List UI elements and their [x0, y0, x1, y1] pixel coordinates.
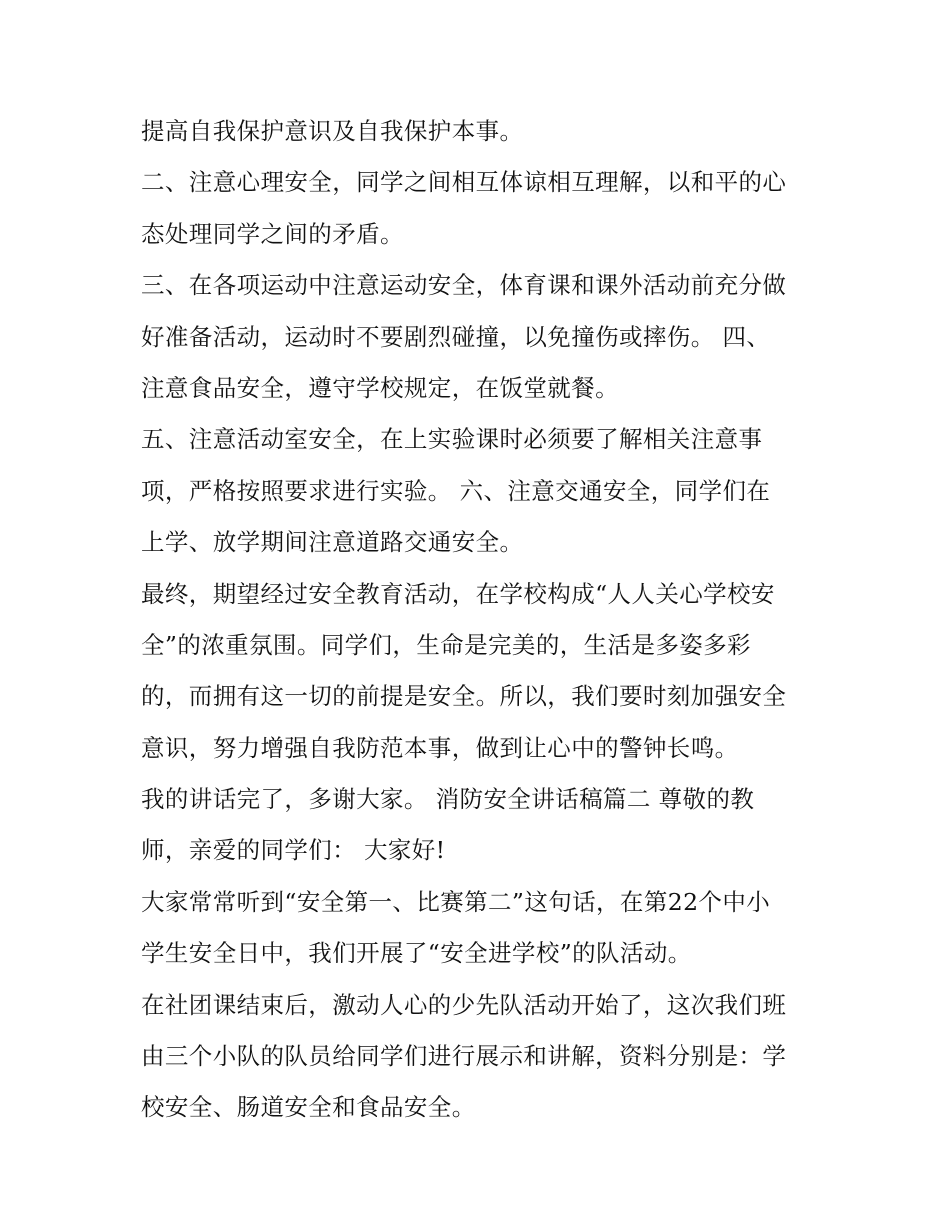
text-line-10: 最终，期望经过安全教育活动，在学校构成“人人关心学校安 — [141, 579, 775, 608]
text-line-15: 师，亲爱的同学们： 大家好! — [141, 836, 446, 865]
text-line-1: 提高自我保护意识及自我保护本事。 — [141, 117, 524, 145]
text-line-8: 项，严格按照要求进行实验。 六、注意交通安全，同学们在 — [141, 476, 771, 505]
text-line-7: 五、注意活动室安全，在上实验课时必须要了解相关注意事 — [141, 425, 763, 454]
text-line-12: 的，而拥有这一切的前提是安全。所以，我们要时刻加强安全 — [141, 682, 787, 711]
text-line-17: 学生安全日中，我们开展了“安全进学校”的队活动。 — [141, 939, 692, 968]
text-line-14: 我的讲话完了，多谢大家。 消防安全讲话稿篇二 尊敬的教 — [141, 785, 755, 814]
text-line-9: 上学、放学期间注意道路交通安全。 — [141, 528, 524, 557]
text-line-5: 好准备活动，运动时不要剧烈碰撞，以免撞伤或摔伤。 四、 — [141, 322, 771, 351]
text-line-18: 在社团课结束后，激动人心的少先队活动开始了，这次我们班 — [141, 990, 787, 1019]
text-line-16: 大家常常听到“安全第一、比赛第二”这句话，在第22个中小 — [141, 887, 771, 916]
text-line-3: 态处理同学之间的矛盾。 — [141, 219, 404, 248]
text-line-11: 全”的浓重氛围。同学们，生命是完美的，生活是多姿多彩 — [141, 630, 751, 659]
text-line-6: 注意食品安全，遵守学校规定，在饭堂就餐。 — [141, 373, 619, 402]
text-line-2: 二、注意心理安全，同学之间相互体谅相互理解，以和平的心 — [141, 168, 787, 197]
text-line-20: 校安全、肠道安全和食品安全。 — [141, 1093, 476, 1122]
text-line-19: 由三个小队的队员给同学们进行展示和讲解，资料分别是：学 — [141, 1042, 787, 1071]
text-line-4: 三、在各项运动中注意运动安全，体育课和课外活动前充分做 — [141, 271, 787, 300]
text-line-13: 意识，努力增强自我防范本事，做到让心中的警钟长鸣。 — [141, 733, 739, 762]
document-body — [141, 106, 821, 1134]
